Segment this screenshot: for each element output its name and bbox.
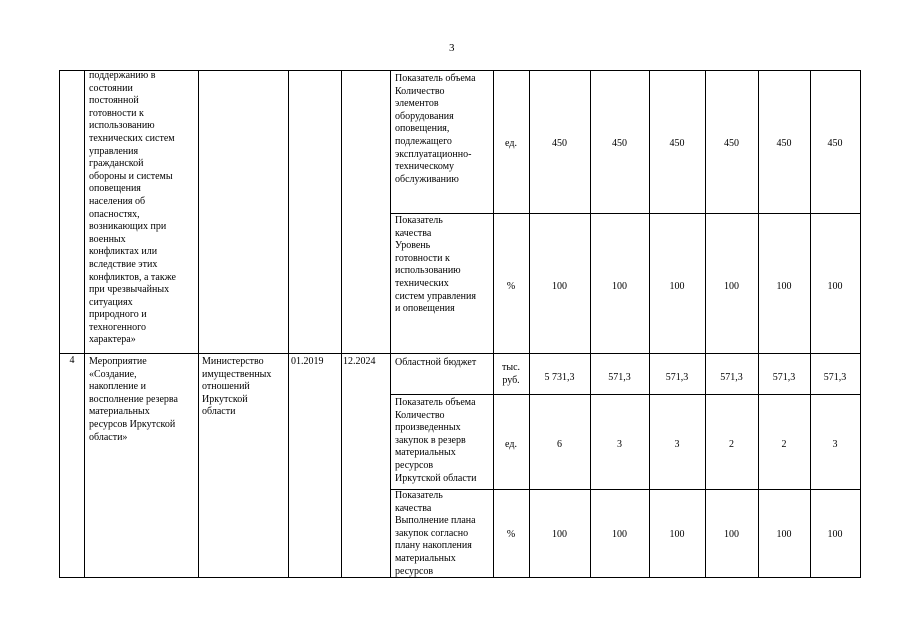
start-date: 01.2019 [291,356,324,367]
funding-unit: тыс. руб. [501,362,521,386]
indicator-unit: % [506,529,516,540]
value-cell: 100 [724,529,739,540]
funding-source: Областной бюджет [395,357,477,368]
indicator-unit: % [506,281,516,292]
value-cell: 571,3 [665,372,689,383]
value-cell: 2 [729,439,734,450]
value-cell: 571,3 [720,372,743,383]
column-divider [198,70,199,577]
row-divider [59,353,861,354]
measure-description: Мероприятие «Создание, накопление и восполнение резерва материальных ресурсов Иркутской области» [89,356,178,443]
value-cell: 6 [557,439,562,450]
column-divider [390,70,391,577]
value-cell: 571,3 [772,372,796,383]
value-cell: 100 [776,529,792,540]
value-cell: 100 [552,529,567,540]
value-cell: 100 [669,281,685,292]
value-cell: 100 [552,281,567,292]
column-divider [288,70,289,577]
row-divider [390,213,861,214]
value-cell: 3 [617,439,622,450]
row-divider [390,394,861,395]
indicator-name: Показатель качества Уровень готовности к использованию технических систем управления и оповещения [395,215,476,315]
value-cell: 5 731,3 [544,372,575,383]
value-cell: 450 [612,138,627,149]
continued-description: поддержанию в состоянии постоянной готовности к использованию технических систем управления гражданской обороны и системы оповещения населения об опасностях, возникающих при военных конфликтах или вследствие этих конфликтов, а также при чрезвычайных ситуациях природного и техногенного характера» [89,70,176,346]
value-cell: 100 [724,281,739,292]
executor: Министерство имущественных отношений Иркутской области [202,356,272,418]
table-border-right [860,70,861,577]
page-number: 3 [449,42,455,54]
value-cell: 100 [827,281,843,292]
indicator-name: Показатель объема Количество произведенных закупок в резерв материальных ресурсов Иркутской области [395,397,477,484]
end-date: 12.2024 [343,356,376,367]
row-number: 4 [69,355,75,366]
value-cell: 450 [552,138,567,149]
indicator-name: Показатель объема Количество элементов оборудования оповещения, подлежащего эксплуатационно- техническому обслуживанию [395,73,476,185]
value-cell: 450 [724,138,739,149]
value-cell: 450 [776,138,792,149]
value-cell: 100 [612,281,627,292]
value-cell: 3 [674,439,680,450]
value-cell: 571,3 [823,372,847,383]
value-cell: 2 [781,439,787,450]
value-cell: 571,3 [608,372,631,383]
value-cell: 100 [827,529,843,540]
table-border-left [59,70,60,577]
indicator-name: Показатель качества Выполнение плана закупок согласно плану накопления материальных ресурсов [395,490,476,577]
value-cell: 450 [827,138,843,149]
value-cell: 3 [832,439,838,450]
value-cell: 450 [669,138,685,149]
column-divider [341,70,342,577]
value-cell: 100 [776,281,792,292]
indicator-unit: ед. [505,439,517,450]
value-cell: 100 [612,529,627,540]
indicator-unit: ед. [505,138,517,149]
column-divider [84,70,85,577]
value-cell: 100 [669,529,685,540]
